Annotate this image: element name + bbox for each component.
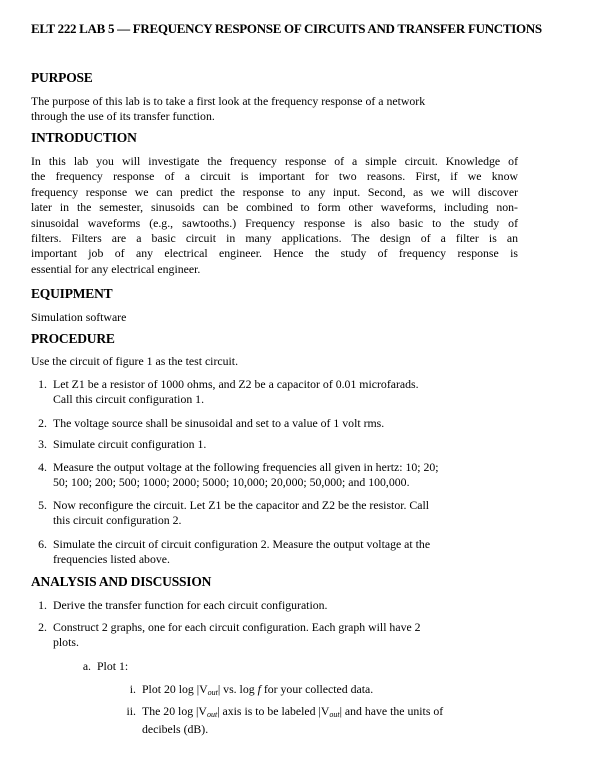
step-line: Measure the output voltage at the following frequencies all given in hertz: 10; 20;	[53, 460, 439, 474]
formula-subscript: out	[206, 710, 218, 719]
introduction-paragraph	[31, 154, 518, 277]
purpose-paragraph	[31, 94, 518, 125]
step-number: 1.	[38, 377, 47, 391]
item-number: 2.	[38, 620, 47, 634]
formula-text: | axis is to be labeled |V	[217, 704, 330, 718]
introduction-line: important job of any electrical engineer. Hence the study of frequency response is	[31, 246, 518, 261]
formula-variable: f	[257, 682, 261, 696]
procedure-heading: PROCEDURE	[31, 331, 115, 346]
step-line: this circuit configuration 2.	[53, 513, 182, 528]
formula-text: The 20 log |V	[142, 704, 207, 718]
item-line: plots.	[53, 635, 79, 650]
step-line: Simulate circuit configuration 1.	[53, 437, 207, 451]
introduction-line: essential for any electrical engineer.	[31, 261, 201, 276]
step-number: 6.	[38, 537, 47, 551]
analysis-heading: ANALYSIS AND DISCUSSION	[31, 574, 212, 589]
step-text	[53, 437, 513, 452]
procedure-intro: Use the circuit of figure 1 as the test circuit.	[31, 354, 239, 368]
item-number: 1.	[38, 598, 47, 612]
subitem-text	[142, 682, 522, 700]
formula-text: for your collected data.	[260, 682, 374, 696]
step-line: 50; 100; 200; 500; 1000; 2000; 5000; 10,000; 20,000; 50,000; and 100,000.	[53, 475, 410, 490]
item-text	[53, 620, 513, 651]
step-line: The voltage source shall be sinusoidal and set to a value of 1 volt rms.	[53, 416, 385, 430]
subitem-roman: ii.	[126, 704, 136, 718]
step-text	[53, 416, 513, 431]
subitem-line: decibels (dB).	[142, 722, 209, 737]
step-number: 3.	[38, 437, 47, 451]
step-number: 4.	[38, 460, 47, 474]
step-line: Call this circuit configuration 1.	[53, 392, 205, 407]
formula-text: | vs. log	[217, 682, 258, 696]
formula-text: | and have the units of	[339, 704, 444, 718]
equipment-heading: EQUIPMENT	[31, 286, 113, 301]
introduction-line: filters. Filters are a basic circuit in many applications. The design of a filter is an	[31, 231, 518, 246]
step-line: Now reconfigure the circuit. Let Z1 be the capacitor and Z2 be the resistor. Call	[53, 498, 430, 512]
introduction-line: later in the semester, sinusoids can be combined to form other waveforms, including non-	[31, 200, 518, 215]
document-title: ELT 222 LAB 5 — FREQUENCY RESPONSE OF CIRCUITS AND TRANSFER FUNCTIONS	[31, 21, 542, 36]
subitem-roman: i.	[129, 682, 136, 696]
step-text	[53, 498, 513, 529]
formula-subscript: out	[207, 688, 218, 697]
step-text	[53, 377, 513, 408]
step-number: 2.	[38, 416, 47, 430]
step-text	[53, 460, 513, 491]
purpose-line: The purpose of this lab is to take a first look at the frequency response of a network	[31, 94, 426, 108]
equipment-text: Simulation software	[31, 310, 127, 324]
item-text	[53, 598, 513, 613]
step-line: frequencies listed above.	[53, 552, 170, 567]
subitem-text: Plot 1:	[97, 659, 129, 673]
purpose-heading: PURPOSE	[31, 70, 93, 85]
item-line: Construct 2 graphs, one for each circuit configuration. Each graph will have 2	[53, 620, 421, 634]
step-number: 5.	[38, 498, 47, 512]
introduction-line: the frequency response of a circuit is important for two reasons. First, if we know	[31, 169, 518, 184]
item-line: Derive the transfer function for each circuit configuration.	[53, 598, 328, 612]
purpose-line: through the use of its transfer function.	[31, 109, 215, 124]
introduction-heading: INTRODUCTION	[31, 130, 137, 145]
formula-subscript: out	[329, 710, 340, 719]
formula-text: Plot 20 log |V	[142, 682, 208, 696]
step-text	[53, 537, 513, 568]
step-line: Let Z1 be a resistor of 1000 ohms, and Z2 be a capacitor of 0.01 microfarads.	[53, 377, 419, 391]
introduction-line: frequency response we can predict the response to any input. Second, as we will discover	[31, 184, 518, 199]
subitem-text	[142, 704, 522, 738]
step-line: Simulate the circuit of circuit configuration 2. Measure the output voltage at the	[53, 537, 431, 551]
subitem-letter: a.	[82, 659, 91, 673]
introduction-line: In this lab you will investigate the frequency response of a simple circuit. Knowledge of	[31, 154, 518, 168]
introduction-line: sinusoidal waveforms (e.g., sawtooths.) Frequency response is also basic to the study of	[31, 215, 518, 230]
